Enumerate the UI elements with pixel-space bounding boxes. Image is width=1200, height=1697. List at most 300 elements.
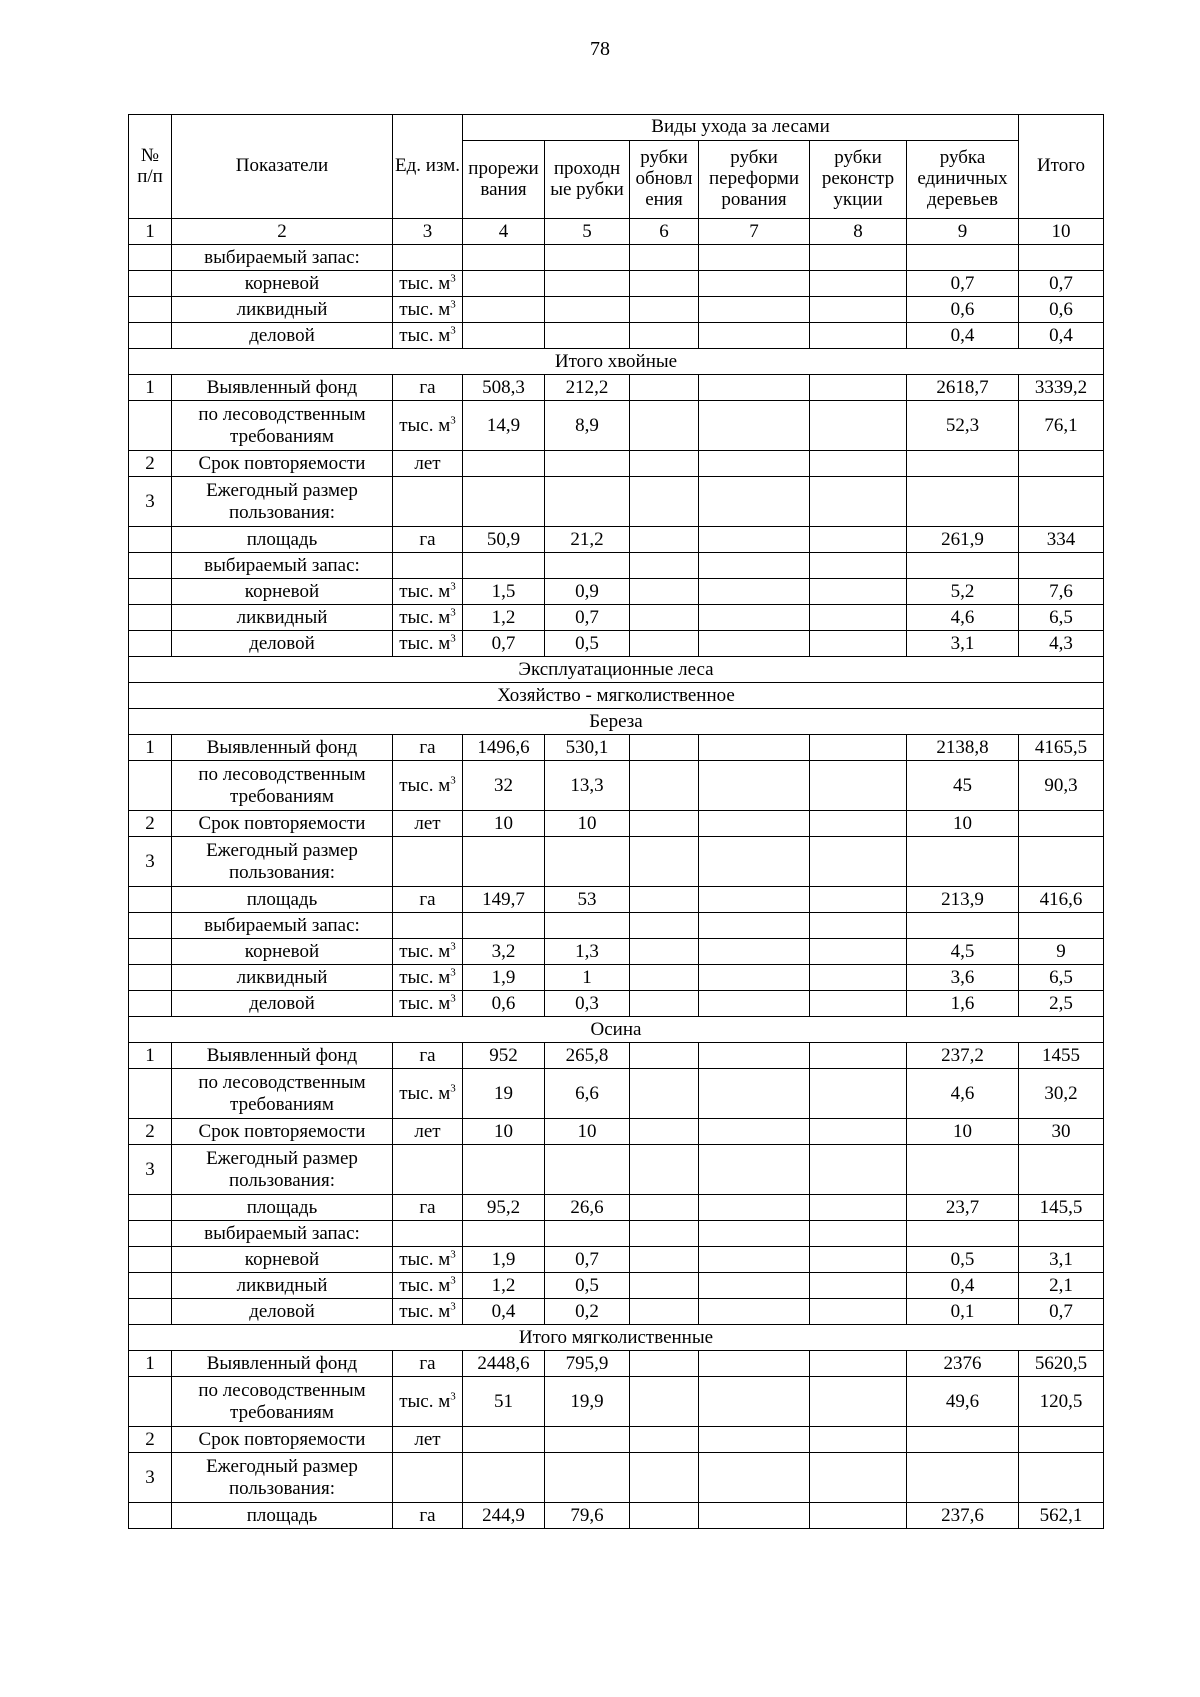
- value-cell: [699, 811, 810, 837]
- table-row: [129, 1043, 1104, 1069]
- value-cell: [463, 323, 545, 349]
- section-row: [129, 683, 1104, 709]
- section-row: [129, 657, 1104, 683]
- value-cell: 0,4: [1019, 323, 1104, 349]
- value-cell: [699, 477, 810, 527]
- unit-label: тыс. м: [399, 1274, 451, 1296]
- value-cell: [630, 579, 699, 605]
- value-cell: [699, 761, 810, 811]
- table-row: [129, 735, 1104, 761]
- column-number: 2: [172, 219, 393, 245]
- value-cell: [699, 837, 810, 887]
- value-cell: 0,9: [545, 579, 630, 605]
- row-number: [129, 1503, 172, 1529]
- value-cell: 0,4: [907, 1273, 1019, 1299]
- value-cell: [699, 1377, 810, 1427]
- table-row: [129, 939, 1104, 965]
- value-cell: 0,5: [545, 1273, 630, 1299]
- unit-cell: [393, 401, 463, 451]
- value-cell: 76,1: [1019, 401, 1104, 451]
- value-cell: 530,1: [545, 735, 630, 761]
- unit-label: тыс. м: [399, 1248, 451, 1270]
- column-number: 4: [463, 219, 545, 245]
- row-number: [129, 1195, 172, 1221]
- value-cell: 5,2: [907, 579, 1019, 605]
- row-number: [129, 245, 172, 271]
- row-number: [129, 991, 172, 1017]
- table-row: [129, 1145, 1104, 1195]
- indicator-name: Ежегодный размер пользования:: [172, 1453, 393, 1503]
- indicator-name: выбираемый запас:: [172, 245, 393, 271]
- value-cell: [907, 1145, 1019, 1195]
- unit-cell: [393, 837, 463, 887]
- value-cell: [907, 1221, 1019, 1247]
- value-cell: 145,5: [1019, 1195, 1104, 1221]
- value-cell: 10: [463, 1119, 545, 1145]
- value-cell: [463, 913, 545, 939]
- unit-cell: га: [393, 1503, 463, 1529]
- value-cell: [699, 527, 810, 553]
- column-number: 3: [393, 219, 463, 245]
- row-number: 2: [129, 1119, 172, 1145]
- unit-label: тыс. м: [399, 298, 451, 320]
- value-cell: 508,3: [463, 375, 545, 401]
- value-cell: 0,1: [907, 1299, 1019, 1325]
- value-cell: [699, 1247, 810, 1273]
- value-cell: [699, 1195, 810, 1221]
- value-cell: 3,1: [907, 631, 1019, 657]
- unit-cell: [393, 965, 463, 991]
- value-cell: 4,3: [1019, 631, 1104, 657]
- value-cell: 795,9: [545, 1351, 630, 1377]
- unit-label: тыс. м: [399, 414, 451, 436]
- value-cell: [630, 477, 699, 527]
- table-row: [129, 913, 1104, 939]
- table-row: [129, 605, 1104, 631]
- row-number: [129, 323, 172, 349]
- value-cell: 334: [1019, 527, 1104, 553]
- unit-cell: га: [393, 1043, 463, 1069]
- value-cell: [699, 245, 810, 271]
- value-cell: [1019, 837, 1104, 887]
- value-cell: [810, 605, 907, 631]
- value-cell: 95,2: [463, 1195, 545, 1221]
- value-cell: [810, 887, 907, 913]
- unit-exponent: 3: [450, 774, 456, 787]
- row-number: 1: [129, 1351, 172, 1377]
- table-row: [129, 887, 1104, 913]
- unit-cell: [393, 1145, 463, 1195]
- section-title: Итого хвойные: [129, 349, 1104, 375]
- value-cell: [810, 1351, 907, 1377]
- value-cell: 1496,6: [463, 735, 545, 761]
- header-col-reconstruction-cutting: рубки реконстр укции: [810, 141, 907, 219]
- row-number: [129, 579, 172, 605]
- value-cell: 14,9: [463, 401, 545, 451]
- row-number: [129, 1377, 172, 1427]
- value-cell: 0,4: [463, 1299, 545, 1325]
- header-col-thinning: прорежи вания: [463, 141, 545, 219]
- value-cell: [545, 1453, 630, 1503]
- value-cell: [810, 1299, 907, 1325]
- unit-cell: [393, 1069, 463, 1119]
- value-cell: 5620,5: [1019, 1351, 1104, 1377]
- indicator-name: выбираемый запас:: [172, 913, 393, 939]
- value-cell: [699, 735, 810, 761]
- value-cell: 90,3: [1019, 761, 1104, 811]
- value-cell: 52,3: [907, 401, 1019, 451]
- indicator-name: корневой: [172, 271, 393, 297]
- row-number: [129, 939, 172, 965]
- value-cell: [1019, 811, 1104, 837]
- value-cell: [810, 323, 907, 349]
- value-cell: [630, 811, 699, 837]
- unit-cell: [393, 579, 463, 605]
- value-cell: [810, 1069, 907, 1119]
- value-cell: [810, 579, 907, 605]
- value-cell: [699, 1453, 810, 1503]
- value-cell: [630, 375, 699, 401]
- value-cell: 0,6: [463, 991, 545, 1017]
- unit-label: тыс. м: [399, 606, 451, 628]
- value-cell: [545, 553, 630, 579]
- unit-cell: [393, 271, 463, 297]
- table-row: [129, 1195, 1104, 1221]
- value-cell: 10: [463, 811, 545, 837]
- unit-exponent: 3: [450, 966, 456, 979]
- unit-cell: [393, 297, 463, 323]
- indicator-name: ликвидный: [172, 297, 393, 323]
- row-number: [129, 605, 172, 631]
- value-cell: [810, 1273, 907, 1299]
- column-number: 9: [907, 219, 1019, 245]
- indicator-name: площадь: [172, 1503, 393, 1529]
- indicator-name: Срок повторяемости: [172, 451, 393, 477]
- value-cell: [630, 1195, 699, 1221]
- header-num: № п/п: [129, 115, 172, 219]
- value-cell: [630, 1503, 699, 1529]
- value-cell: 0,7: [1019, 1299, 1104, 1325]
- unit-cell: [393, 991, 463, 1017]
- table-row: [129, 271, 1104, 297]
- column-number: 7: [699, 219, 810, 245]
- value-cell: [463, 837, 545, 887]
- value-cell: [630, 1351, 699, 1377]
- value-cell: [463, 451, 545, 477]
- unit-exponent: 3: [450, 272, 456, 285]
- value-cell: [630, 735, 699, 761]
- value-cell: [545, 451, 630, 477]
- value-cell: 0,7: [907, 271, 1019, 297]
- unit-label: тыс. м: [399, 632, 451, 654]
- indicator-name: Выявленный фонд: [172, 1043, 393, 1069]
- value-cell: 10: [907, 811, 1019, 837]
- value-cell: 237,6: [907, 1503, 1019, 1529]
- value-cell: [463, 297, 545, 323]
- unit-cell: [393, 323, 463, 349]
- indicator-name: по лесоводственным требованиям: [172, 1069, 393, 1119]
- indicator-name: ликвидный: [172, 965, 393, 991]
- unit-exponent: 3: [450, 298, 456, 311]
- value-cell: [630, 1145, 699, 1195]
- value-cell: [630, 1299, 699, 1325]
- value-cell: [810, 1221, 907, 1247]
- table-row: [129, 1247, 1104, 1273]
- value-cell: 3,1: [1019, 1247, 1104, 1273]
- value-cell: 265,8: [545, 1043, 630, 1069]
- row-number: 3: [129, 837, 172, 887]
- value-cell: 13,3: [545, 761, 630, 811]
- value-cell: [699, 271, 810, 297]
- unit-cell: лет: [393, 451, 463, 477]
- row-number: 3: [129, 1145, 172, 1195]
- table-row: [129, 837, 1104, 887]
- table-row: [129, 245, 1104, 271]
- value-cell: 2,1: [1019, 1273, 1104, 1299]
- value-cell: [810, 527, 907, 553]
- row-number: [129, 761, 172, 811]
- unit-label: тыс. м: [399, 992, 451, 1014]
- value-cell: [699, 375, 810, 401]
- value-cell: [545, 1145, 630, 1195]
- unit-cell: [393, 1453, 463, 1503]
- value-cell: [545, 271, 630, 297]
- value-cell: 0,7: [545, 605, 630, 631]
- unit-cell: [393, 1299, 463, 1325]
- table-row: [129, 1377, 1104, 1427]
- column-number: 1: [129, 219, 172, 245]
- value-cell: 2448,6: [463, 1351, 545, 1377]
- value-cell: 23,7: [907, 1195, 1019, 1221]
- value-cell: [810, 1247, 907, 1273]
- unit-cell: га: [393, 887, 463, 913]
- indicator-name: ликвидный: [172, 1273, 393, 1299]
- unit-cell: лет: [393, 1427, 463, 1453]
- value-cell: [699, 553, 810, 579]
- value-cell: [810, 991, 907, 1017]
- unit-cell: га: [393, 375, 463, 401]
- value-cell: [630, 605, 699, 631]
- unit-cell: [393, 605, 463, 631]
- table-row: [129, 1221, 1104, 1247]
- value-cell: [810, 271, 907, 297]
- table-row: [129, 477, 1104, 527]
- value-cell: 0,5: [545, 631, 630, 657]
- value-cell: 51: [463, 1377, 545, 1427]
- value-cell: [810, 477, 907, 527]
- unit-label: тыс. м: [399, 774, 451, 796]
- row-number: [129, 887, 172, 913]
- value-cell: [810, 735, 907, 761]
- value-cell: 1455: [1019, 1043, 1104, 1069]
- row-number: [129, 297, 172, 323]
- row-number: 3: [129, 1453, 172, 1503]
- value-cell: [630, 323, 699, 349]
- row-number: [129, 553, 172, 579]
- value-cell: 10: [545, 1119, 630, 1145]
- value-cell: [699, 1069, 810, 1119]
- unit-exponent: 3: [450, 940, 456, 953]
- value-cell: [810, 297, 907, 323]
- value-cell: 1: [545, 965, 630, 991]
- value-cell: 49,6: [907, 1377, 1019, 1427]
- indicator-name: выбираемый запас:: [172, 553, 393, 579]
- value-cell: 79,6: [545, 1503, 630, 1529]
- table-row: [129, 1427, 1104, 1453]
- forest-care-table: [128, 114, 1104, 1529]
- indicator-name: Ежегодный размер пользования:: [172, 837, 393, 887]
- indicator-name: корневой: [172, 579, 393, 605]
- value-cell: 4,6: [907, 1069, 1019, 1119]
- unit-label: тыс. м: [399, 1082, 451, 1104]
- value-cell: [630, 527, 699, 553]
- value-cell: [630, 837, 699, 887]
- table-row: [129, 297, 1104, 323]
- value-cell: [463, 1427, 545, 1453]
- value-cell: [699, 297, 810, 323]
- unit-exponent: 3: [450, 632, 456, 645]
- header-care-types: Виды ухода за лесами: [463, 115, 1019, 141]
- header-total: Итого: [1019, 115, 1104, 219]
- value-cell: 562,1: [1019, 1503, 1104, 1529]
- indicator-name: ликвидный: [172, 605, 393, 631]
- value-cell: 6,6: [545, 1069, 630, 1119]
- value-cell: 19,9: [545, 1377, 630, 1427]
- value-cell: 120,5: [1019, 1377, 1104, 1427]
- value-cell: 1,9: [463, 1247, 545, 1273]
- unit-label: тыс. м: [399, 272, 451, 294]
- table-row: [129, 451, 1104, 477]
- value-cell: [1019, 477, 1104, 527]
- unit-cell: [393, 1273, 463, 1299]
- value-cell: [545, 1221, 630, 1247]
- value-cell: 9: [1019, 939, 1104, 965]
- header-unit: Ед. изм.: [393, 115, 463, 219]
- indicator-name: Срок повторяемости: [172, 1427, 393, 1453]
- value-cell: [545, 323, 630, 349]
- value-cell: 7,6: [1019, 579, 1104, 605]
- value-cell: 1,5: [463, 579, 545, 605]
- row-number: [129, 1069, 172, 1119]
- row-number: [129, 1247, 172, 1273]
- value-cell: 30: [1019, 1119, 1104, 1145]
- value-cell: 1,2: [463, 605, 545, 631]
- table-row: [129, 965, 1104, 991]
- table-row: [129, 1453, 1104, 1503]
- value-cell: [630, 401, 699, 451]
- value-cell: [1019, 451, 1104, 477]
- value-cell: [810, 1145, 907, 1195]
- value-cell: [630, 1427, 699, 1453]
- row-number: [129, 527, 172, 553]
- indicator-name: Срок повторяемости: [172, 811, 393, 837]
- unit-exponent: 3: [450, 1274, 456, 1287]
- column-number: 10: [1019, 219, 1104, 245]
- value-cell: [545, 837, 630, 887]
- value-cell: 45: [907, 761, 1019, 811]
- unit-cell: [393, 913, 463, 939]
- unit-label: тыс. м: [399, 580, 451, 602]
- unit-cell: га: [393, 735, 463, 761]
- value-cell: [1019, 913, 1104, 939]
- indicator-name: по лесоводственным требованиям: [172, 761, 393, 811]
- indicator-name: корневой: [172, 1247, 393, 1273]
- value-cell: 0,7: [545, 1247, 630, 1273]
- value-cell: [907, 451, 1019, 477]
- value-cell: 4,6: [907, 605, 1019, 631]
- value-cell: [545, 477, 630, 527]
- value-cell: [630, 451, 699, 477]
- section-title: Береза: [129, 709, 1104, 735]
- row-number: [129, 631, 172, 657]
- value-cell: [699, 1351, 810, 1377]
- value-cell: [463, 553, 545, 579]
- value-cell: [630, 939, 699, 965]
- value-cell: [630, 631, 699, 657]
- value-cell: 4,5: [907, 939, 1019, 965]
- unit-cell: [393, 477, 463, 527]
- unit-cell: [393, 1221, 463, 1247]
- value-cell: 50,9: [463, 527, 545, 553]
- indicator-name: деловой: [172, 991, 393, 1017]
- value-cell: 1,3: [545, 939, 630, 965]
- section-row: [129, 1017, 1104, 1043]
- value-cell: [630, 1273, 699, 1299]
- value-cell: [810, 811, 907, 837]
- value-cell: [630, 553, 699, 579]
- table-row: [129, 1119, 1104, 1145]
- value-cell: [699, 939, 810, 965]
- value-cell: 1,9: [463, 965, 545, 991]
- header-col-renewal-cutting: рубки обновл ения: [630, 141, 699, 219]
- value-cell: 952: [463, 1043, 545, 1069]
- unit-label: тыс. м: [399, 1390, 451, 1412]
- value-cell: [630, 991, 699, 1017]
- value-cell: 212,2: [545, 375, 630, 401]
- value-cell: [699, 605, 810, 631]
- row-number: 2: [129, 451, 172, 477]
- table-row: [129, 1351, 1104, 1377]
- indicator-name: деловой: [172, 1299, 393, 1325]
- indicator-name: деловой: [172, 631, 393, 657]
- value-cell: [699, 1427, 810, 1453]
- value-cell: 2376: [907, 1351, 1019, 1377]
- value-cell: [810, 761, 907, 811]
- unit-exponent: 3: [450, 1300, 456, 1313]
- value-cell: 30,2: [1019, 1069, 1104, 1119]
- value-cell: 213,9: [907, 887, 1019, 913]
- unit-exponent: 3: [450, 606, 456, 619]
- row-number: 1: [129, 735, 172, 761]
- table-row: [129, 1069, 1104, 1119]
- header-indicator: Показатели: [172, 115, 393, 219]
- row-number: [129, 1221, 172, 1247]
- section-title: Осина: [129, 1017, 1104, 1043]
- unit-cell: лет: [393, 811, 463, 837]
- table-row: [129, 401, 1104, 451]
- unit-label: тыс. м: [399, 324, 451, 346]
- value-cell: [630, 1221, 699, 1247]
- value-cell: [630, 1377, 699, 1427]
- unit-cell: [393, 1377, 463, 1427]
- column-number: 6: [630, 219, 699, 245]
- value-cell: [810, 1119, 907, 1145]
- indicator-name: по лесоводственным требованиям: [172, 1377, 393, 1427]
- indicator-name: Выявленный фонд: [172, 735, 393, 761]
- indicator-name: Ежегодный размер пользования:: [172, 1145, 393, 1195]
- value-cell: [810, 965, 907, 991]
- value-cell: [810, 1427, 907, 1453]
